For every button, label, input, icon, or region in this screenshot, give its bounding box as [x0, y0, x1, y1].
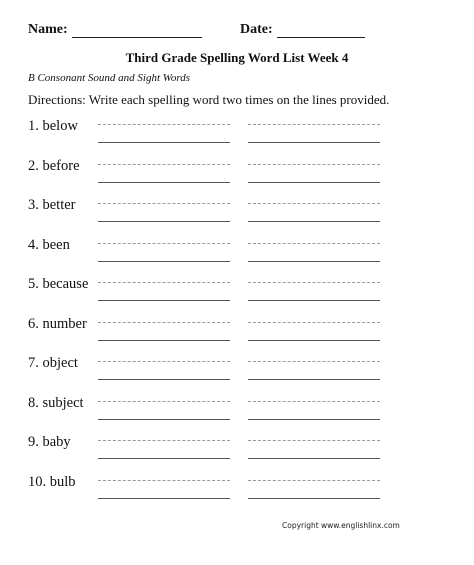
directions-text: Directions: Write each spelling word two times on the lines provided. [28, 92, 390, 107]
dashed-guide-line [98, 203, 230, 204]
dashed-guide-line [248, 164, 380, 165]
worksheet-title: Third Grade Spelling Word List Week 4 [125, 50, 349, 65]
solid-base-line [98, 340, 230, 341]
solid-base-line [98, 379, 230, 380]
date-field [240, 22, 365, 38]
writing-space-2[interactable] [248, 322, 380, 342]
writing-space-2[interactable] [248, 361, 380, 381]
writing-space-1[interactable] [98, 164, 230, 184]
solid-base-line [98, 419, 230, 420]
solid-base-line [98, 498, 230, 499]
spelling-row [0, 117, 474, 153]
dashed-guide-line [98, 164, 230, 165]
solid-base-line [248, 379, 380, 380]
spelling-row [0, 354, 474, 390]
name-blank-line[interactable] [72, 24, 202, 38]
solid-base-line [248, 419, 380, 420]
name-field [28, 22, 202, 38]
spelling-row [0, 275, 474, 311]
writing-space-1[interactable] [98, 243, 230, 263]
dashed-guide-line [98, 282, 230, 283]
dashed-guide-line [248, 440, 380, 441]
writing-space-1[interactable] [98, 124, 230, 144]
date-blank-line[interactable] [277, 24, 365, 38]
spelling-row [0, 473, 474, 509]
writing-space-2[interactable] [248, 480, 380, 500]
dashed-guide-line [98, 322, 230, 323]
writing-space-2[interactable] [248, 243, 380, 263]
dashed-guide-line [98, 243, 230, 244]
spelling-row [0, 315, 474, 351]
solid-base-line [248, 182, 380, 183]
spelling-word: 8. subject [28, 394, 84, 411]
writing-space-1[interactable] [98, 203, 230, 223]
writing-space-2[interactable] [248, 440, 380, 460]
spelling-word: 4. been [28, 236, 70, 253]
writing-space-1[interactable] [98, 440, 230, 460]
writing-space-2[interactable] [248, 282, 380, 302]
spelling-word: 10. bulb [28, 473, 76, 490]
dashed-guide-line [98, 440, 230, 441]
dashed-guide-line [248, 480, 380, 481]
dashed-guide-line [98, 480, 230, 481]
dashed-guide-line [248, 401, 380, 402]
dashed-guide-line [248, 282, 380, 283]
dashed-guide-line [248, 203, 380, 204]
spelling-word: 7. object [28, 355, 78, 371]
date-label: Date: [240, 22, 273, 37]
solid-base-line [98, 182, 230, 183]
spelling-row [0, 394, 474, 430]
spelling-word: 9. baby [28, 434, 71, 450]
dashed-guide-line [98, 401, 230, 402]
writing-space-2[interactable] [248, 124, 380, 144]
writing-space-2[interactable] [248, 203, 380, 223]
solid-base-line [98, 261, 230, 262]
solid-base-line [248, 261, 380, 262]
name-label: Name: [28, 22, 68, 37]
spelling-row [0, 433, 474, 469]
spelling-row [0, 196, 474, 232]
solid-base-line [98, 458, 230, 459]
solid-base-line [248, 340, 380, 341]
dashed-guide-line [98, 361, 230, 362]
solid-base-line [248, 300, 380, 301]
writing-space-1[interactable] [98, 401, 230, 421]
writing-space-2[interactable] [248, 401, 380, 421]
solid-base-line [248, 498, 380, 499]
solid-base-line [98, 142, 230, 143]
solid-base-line [98, 300, 230, 301]
writing-space-2[interactable] [248, 164, 380, 184]
dashed-guide-line [248, 124, 380, 125]
writing-space-1[interactable] [98, 480, 230, 500]
spelling-word: 6. number [28, 315, 87, 332]
solid-base-line [248, 221, 380, 222]
solid-base-line [248, 142, 380, 143]
spelling-row [0, 157, 474, 193]
spelling-word: 2. before [28, 157, 80, 174]
worksheet-subtitle: B Consonant Sound and Sight Words [28, 72, 191, 84]
spelling-word: 1. below [28, 118, 78, 134]
copyright-text: Copyright www.englishlinx.com [282, 521, 400, 530]
spelling-word: 5. because [28, 276, 89, 292]
dashed-guide-line [248, 361, 380, 362]
spelling-word: 3. better [28, 197, 76, 213]
dashed-guide-line [248, 243, 380, 244]
solid-base-line [248, 458, 380, 459]
solid-base-line [98, 221, 230, 222]
spelling-row [0, 236, 474, 272]
dashed-guide-line [248, 322, 380, 323]
writing-space-1[interactable] [98, 322, 230, 342]
dashed-guide-line [98, 124, 230, 125]
writing-space-1[interactable] [98, 282, 230, 302]
writing-space-1[interactable] [98, 361, 230, 381]
